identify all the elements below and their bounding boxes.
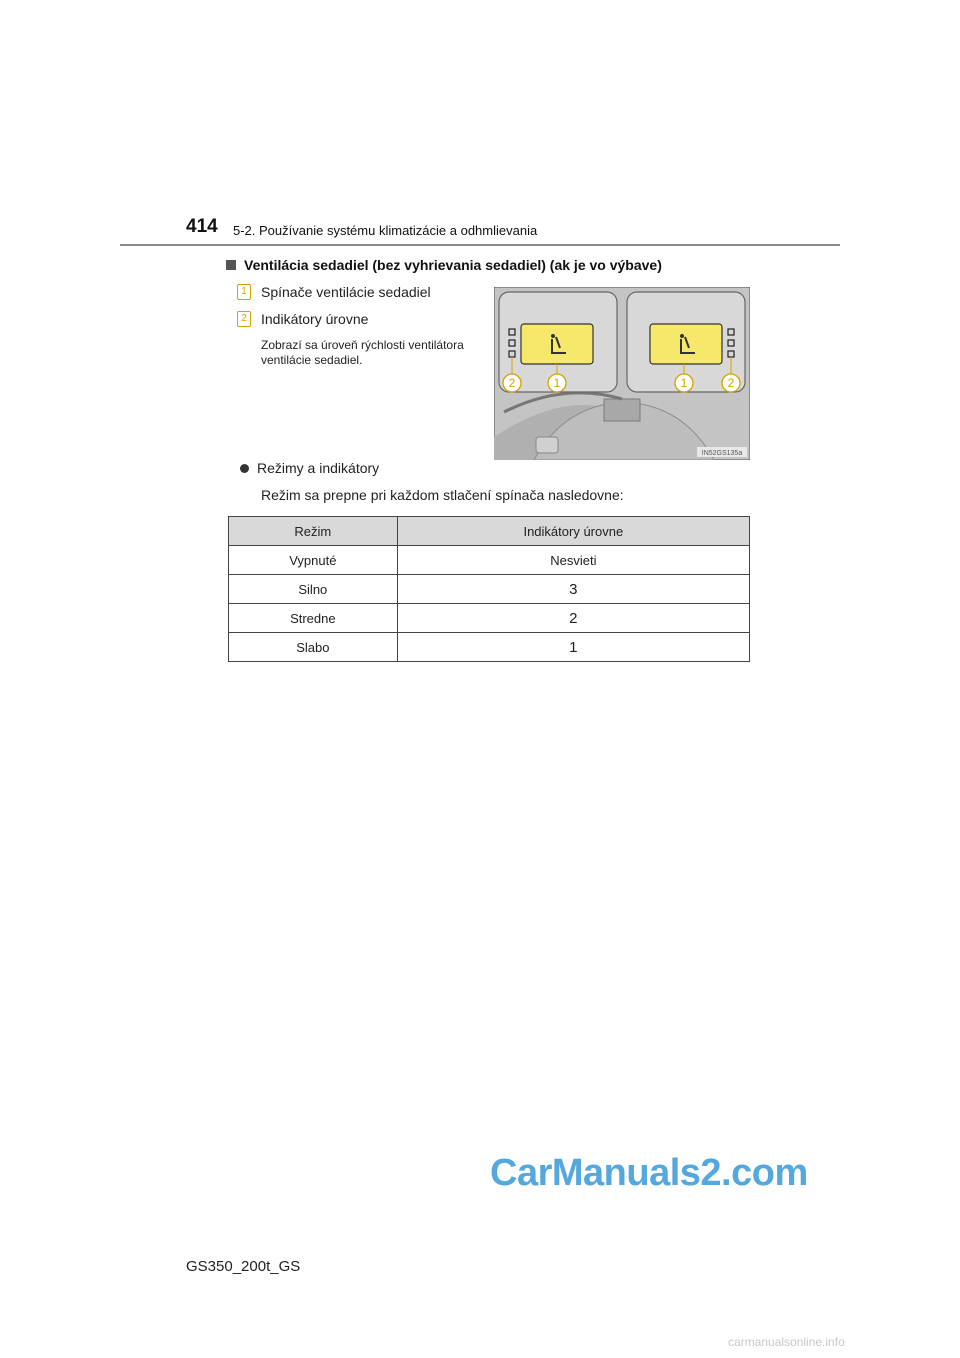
watermark: CarManuals2.com [490, 1152, 808, 1194]
header-divider [120, 244, 840, 246]
legend-item-switches [237, 284, 431, 300]
left-ventilation-switch [521, 324, 593, 364]
table-header-row [229, 517, 750, 546]
legend-note: Zobrazí sa úroveň rýchlosti ventilátora ventilácie sedadiel. [261, 338, 464, 367]
footer-site: carmanualsonline.info [728, 1335, 845, 1349]
cell-level: 2 [397, 604, 749, 633]
cell-mode: Vypnuté [229, 546, 398, 575]
cell-mode: Slabo [229, 633, 398, 662]
pedal [536, 437, 558, 453]
callout-label: 1 [680, 376, 688, 390]
section-header: 5-2. Používanie systému klimatizácie a odhmlievania [233, 223, 538, 238]
callout-label: 1 [553, 376, 561, 390]
legend-label: Spínače ventilácie sedadiel [261, 284, 431, 300]
bullet-item [240, 460, 379, 476]
callout-label: 2 [727, 376, 735, 390]
bullet-description: Režim sa prepne pri každom stlačení spínača nasledovne: [261, 487, 624, 503]
table-row [229, 575, 750, 604]
cell-mode: Stredne [229, 604, 398, 633]
header-mode: Režim [229, 517, 398, 546]
cell-level: 1 [397, 633, 749, 662]
callout-label: 2 [508, 376, 516, 390]
legend-item-indicators [237, 311, 368, 327]
seat-ventilation-illustration [494, 287, 750, 460]
cell-mode: Silno [229, 575, 398, 604]
cell-level: Nesvieti [397, 546, 749, 575]
table-row [229, 546, 750, 575]
page-number: 414 [186, 216, 218, 237]
number-badge-icon: 1 [237, 284, 251, 300]
bullet-dot-icon [240, 464, 249, 473]
bullet-text: Režimy a indikátory [257, 460, 380, 476]
legend-label: Indikátory úrovne [261, 311, 369, 327]
section-heading [226, 257, 662, 273]
number-badge-icon: 2 [237, 311, 251, 327]
right-ventilation-switch [650, 324, 722, 364]
table-row [229, 633, 750, 662]
cell-level: 3 [397, 575, 749, 604]
square-bullet-icon [226, 260, 236, 270]
table-row [229, 604, 750, 633]
gear-panel [604, 399, 640, 421]
header-level: Indikátory úrovne [397, 517, 749, 546]
modes-table [228, 516, 750, 662]
figure-code: IN52GS135a [701, 450, 743, 457]
section-heading-text: Ventilácia sedadiel (bez vyhrievania sedadiel) (ak je vo výbave) [244, 257, 662, 273]
footer-doc-code: GS350_200t_GS [186, 1258, 301, 1275]
